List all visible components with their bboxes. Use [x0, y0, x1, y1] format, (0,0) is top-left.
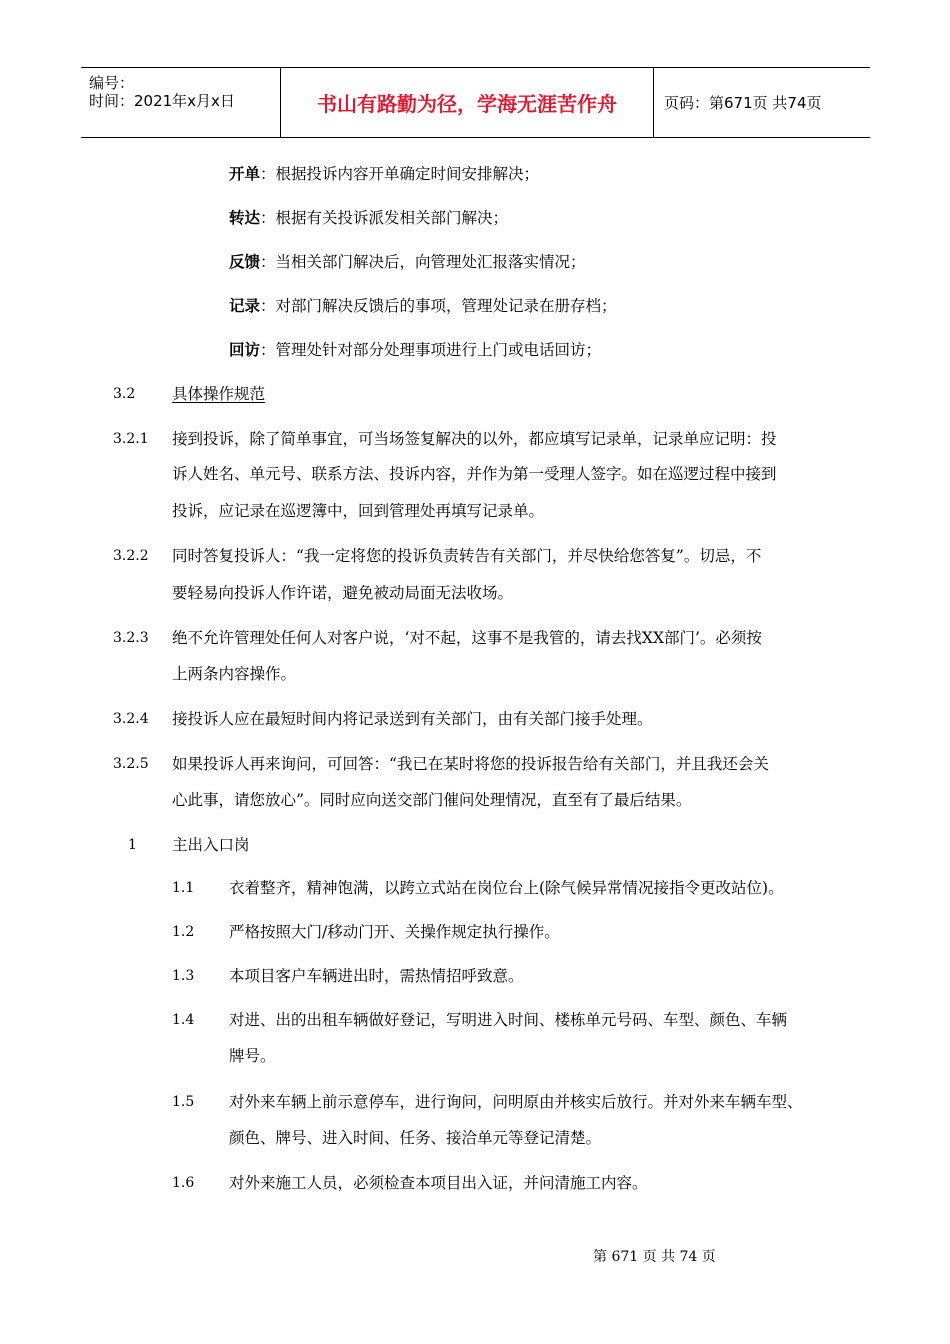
item-number: 1.6 [172, 1175, 195, 1191]
item-number: 3.2.1 [113, 431, 149, 447]
process-item [229, 252, 586, 272]
section-number: 3.2 [113, 386, 136, 402]
item-line: 严格按照大门/移动门开、关操作规定执行操作。 [229, 923, 560, 941]
process-term: 开单 [229, 165, 261, 183]
item-number: 1.3 [172, 968, 195, 984]
process-text: ：当相关部门解决后，向管理处汇报落实情况； [260, 253, 586, 271]
process-text: ：管理处针对部分处理事项进行上门或电话回访； [260, 341, 602, 359]
process-text: ：对部门解决反馈后的事项，管理处记录在册存档； [260, 297, 617, 315]
item-line: 本项目客户车辆进出时，需热情招呼致意。 [229, 967, 524, 985]
process-item [229, 340, 601, 360]
item-line: 对外来施工人员，必须检查本项目出入证，并问清施工内容。 [229, 1174, 648, 1192]
process-term: 转达 [229, 209, 261, 227]
section-number: 1 [128, 837, 137, 853]
item-line: 同时答复投诉人：“我一定将您的投诉负责转告有关部门，并尽快给您答复”。切忌，不 [172, 547, 762, 565]
section-title: 具体操作规范 [172, 385, 266, 403]
item-number: 1.5 [172, 1094, 195, 1110]
process-item [229, 164, 539, 184]
item-line: 投诉，应记录在巡逻簿中，回到管理处再填写记录单。 [172, 502, 545, 520]
item-number: 1.4 [172, 1012, 195, 1028]
item-line: 对进、出的出租车辆做好登记，写明进入时间、楼栋单元号码、车型、颜色、车辆 [229, 1011, 788, 1029]
process-term: 反馈 [229, 253, 261, 271]
item-number: 1.2 [172, 924, 195, 940]
process-text: ：根据有关投诉派发相关部门解决； [260, 209, 509, 227]
document-number-label: 编号： [89, 74, 135, 92]
item-line: 上两条内容操作。 [172, 665, 297, 683]
item-number: 3.2.2 [113, 548, 149, 564]
page-footer: 第 671 页 共 74 页 [593, 1249, 716, 1265]
item-line: 要轻易向投诉人作许诺，避免被动局面无法收场。 [172, 584, 514, 602]
document-header [81, 67, 870, 138]
item-line: 牌号。 [229, 1047, 276, 1065]
process-item [229, 296, 617, 316]
item-line: 如果投诉人再来询问，可回答：“我已在某时将您的投诉报告给有关部门，并且我还会关 [172, 755, 769, 773]
item-line: 接投诉人应在最短时间内将记录送到有关部门，由有关部门接手处理。 [172, 710, 653, 728]
process-item [229, 208, 508, 228]
item-line: 对外来车辆上前示意停车，进行询问，问明原由并核实后放行。并对外来车辆车型、 [229, 1093, 803, 1111]
header-meta-cell [81, 68, 281, 137]
item-number: 1.1 [172, 880, 195, 896]
item-number: 3.2.3 [113, 630, 149, 646]
header-page-number: 页码：第671页 共74页 [664, 94, 822, 112]
item-number: 3.2.4 [113, 711, 149, 727]
document-time-label: 时间：2021年x月x日 [89, 92, 235, 110]
item-line: 绝不允许管理处任何人对客户说，‘对不起，这事不是我管的，请去找XX部门’。必须按 [172, 629, 762, 647]
item-line: 诉人姓名、单元号、联系方法、投诉内容，并作为第一受理人签字。如在巡逻过程中接到 [172, 465, 777, 483]
header-slogan: 书山有路勤为径，学海无涯苦作舟 [281, 68, 654, 137]
item-line: 心此事，请您放心”。同时应向送交部门催问处理情况，直至有了最后结果。 [172, 791, 692, 809]
item-line: 接到投诉，除了简单事宜，可当场签复解决的以外，都应填写记录单，记录单应记明：投 [172, 430, 777, 448]
process-term: 记录 [229, 297, 261, 315]
process-term: 回访 [229, 341, 261, 359]
process-text: ：根据投诉内容开单确定时间安排解决； [260, 165, 540, 183]
section-title: 主出入口岗 [172, 836, 250, 854]
item-line: 颜色、牌号、进入时间、任务、接洽单元等登记清楚。 [229, 1129, 602, 1147]
item-number: 3.2.5 [113, 756, 149, 772]
item-line: 衣着整齐，精神饱满，以跨立式站在岗位台上(除气候异常情况接指令更改站位)。 [229, 879, 784, 897]
